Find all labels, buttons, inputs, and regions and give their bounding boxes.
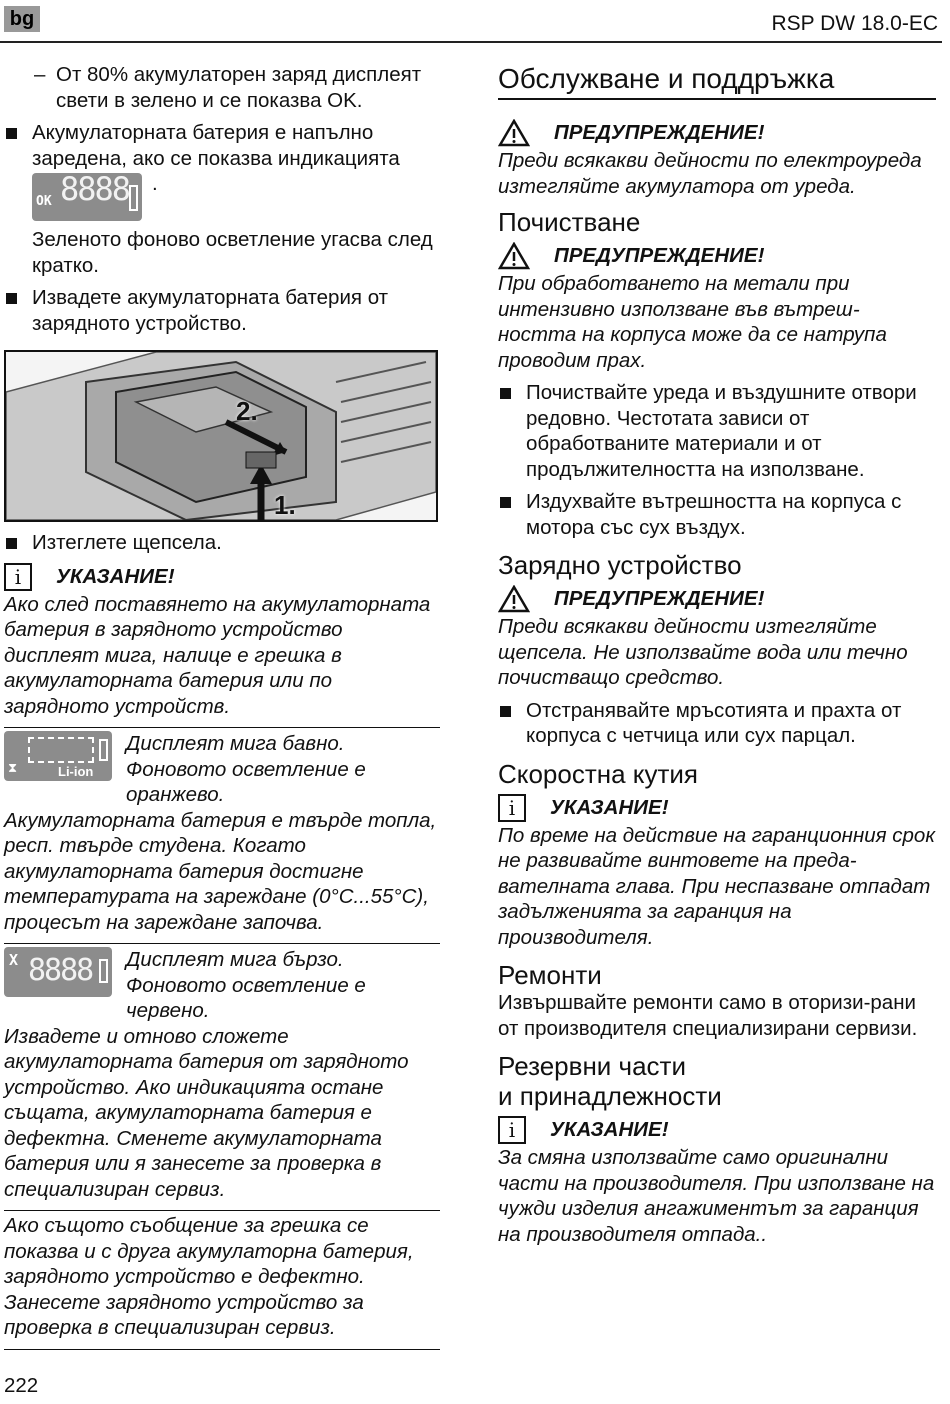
warning-label: ПРЕДУПРЕЖДЕНИЕ! bbox=[554, 587, 765, 610]
info-icon: i bbox=[498, 1116, 526, 1144]
warning-text: При обработването на метали при интензивно използване във вътреш-ността на корпуса може да се натрупа проводим прах. bbox=[498, 272, 887, 372]
warning-text: Преди всякакви дейности изтегляйте щепсела. Не използвайте вода или течно почистващо средство. bbox=[498, 615, 908, 689]
note-text: Ако след поставянето на акумулаторната батерия в зарядното устройство дисплеят мига, налице е грешка в акумулаторната батерия или по зарядното устройств. bbox=[4, 592, 431, 718]
bullet-text: Почиствайте уреда и въздушните отвори редовно. Честотата зависи от обработваните материали и от продължителността на използване. bbox=[526, 381, 917, 481]
bullet-square-icon bbox=[500, 388, 511, 399]
parts-heading-line1: Резервни части bbox=[498, 1051, 686, 1081]
warning-text: Преди всякакви дейности по електроуреда изтегляйте акумулатора от уреда. bbox=[498, 149, 922, 198]
warning-label: ПРЕДУПРЕЖДЕНИЕ! bbox=[554, 244, 765, 267]
display-fast-text: Дисплеят мига бързо. Фоновото осветление е червено. bbox=[126, 948, 366, 1022]
warning-triangle-icon bbox=[498, 242, 530, 270]
note-text: По време на действие на гаранционния срок не развивайте винтовете на преда-вателната глава. При неспазване отпадат задълженията за гаранция на производителя. bbox=[498, 823, 936, 949]
left-column bbox=[4, 62, 440, 1352]
note-label: УКАЗАНИЕ! bbox=[550, 795, 669, 819]
bullet-item bbox=[4, 285, 440, 336]
info-icon: i bbox=[4, 563, 32, 591]
display-slow-text: Дисплеят мига бавно. Фоновото осветление е оранжево. bbox=[126, 732, 366, 806]
bullet-item bbox=[498, 489, 936, 540]
note-header bbox=[498, 793, 936, 823]
lcd-liion-display bbox=[4, 731, 112, 781]
display-row-slow bbox=[4, 731, 440, 808]
section-title: Обслужване и поддръжка bbox=[498, 63, 835, 94]
bullet-text: Отстранявайте мръсотията и прахта от корпуса с четчица или сух парцал. bbox=[526, 698, 902, 747]
dash-text: От 80% акумулаторен заряд дисплеят свети в зелено и се показва OK. bbox=[56, 63, 422, 112]
bullet-text: Издухвайте вътрешността на корпуса с мотора със сух въздух. bbox=[526, 490, 902, 539]
display-fast-explanation: Извадете и отново сложете акумулаторната батерия от зарядното устройство. Ако индикацията остане същата, акумулаторната батерия е дефектна. Сменете акумулаторната батерия или я занесете за проверка в специализиран сервиз. bbox=[4, 1024, 409, 1201]
warning-triangle-icon bbox=[498, 119, 530, 147]
charger-illustration bbox=[4, 350, 438, 522]
charger-removal-drawing bbox=[6, 352, 436, 520]
repairs-text: Извършвайте ремонти само в оторизи-рани от производителя специализирани сервизи. bbox=[498, 991, 918, 1040]
charger-defect-note: Ако същото съобщение за грешка се показва и с друга акумулаторна батерия, зарядното устройство е дефектно. Занесете зарядното устройство за проверка в специализиран сервиз. bbox=[4, 1214, 414, 1339]
thermometer-icon: ⧗ bbox=[8, 761, 18, 776]
lcd-digits: 8888 bbox=[60, 170, 130, 208]
battery-level-icon bbox=[99, 739, 108, 761]
figure-label-2: 2. bbox=[236, 396, 258, 426]
liion-badge: Li-ion bbox=[58, 764, 94, 779]
figure-label-1: 1. bbox=[274, 490, 296, 520]
lcd-ok-prefix: OK bbox=[36, 194, 52, 209]
right-column bbox=[498, 62, 936, 1247]
page-number: 222 bbox=[4, 1374, 39, 1397]
battery-level-icon bbox=[99, 959, 108, 983]
separator bbox=[4, 1349, 440, 1350]
bullet-dot: . bbox=[152, 172, 158, 195]
lcd-segments bbox=[28, 737, 94, 763]
repairs-heading: Ремонти bbox=[498, 960, 602, 990]
info-icon: i bbox=[498, 794, 526, 822]
battery-level-icon bbox=[129, 185, 138, 211]
header-rule bbox=[0, 41, 942, 43]
warning-label: ПРЕДУПРЕЖДЕНИЕ! bbox=[554, 121, 765, 144]
parts-heading-line2: и принадлежности bbox=[498, 1081, 722, 1111]
separator bbox=[4, 1210, 440, 1211]
bullet-text: Изтеглете щепсела. bbox=[32, 531, 222, 554]
warning-header bbox=[498, 584, 936, 614]
bullet-continuation: Зеленото фоново осветление угасва след кратко. bbox=[32, 228, 433, 277]
note-header bbox=[4, 562, 440, 592]
lcd-ok-display bbox=[32, 170, 142, 221]
bullet-item bbox=[498, 380, 936, 482]
warning-header bbox=[498, 118, 936, 148]
bullet-square-icon bbox=[6, 293, 17, 304]
lcd-digits: 8888 bbox=[28, 953, 93, 988]
lcd-x-prefix: X bbox=[9, 951, 19, 969]
separator bbox=[4, 943, 440, 944]
display-row-fast bbox=[4, 947, 440, 1024]
dash-item: – От 80% акумулаторен заряд дисплеят свети в зелено и се показва OK. bbox=[34, 63, 422, 112]
model-name: RSP DW 18.0-EC bbox=[771, 12, 938, 35]
warning-triangle-icon bbox=[498, 585, 530, 613]
separator bbox=[4, 727, 440, 728]
bullet-text: Акумулаторната батерия е напълно заредена, ако се показва индикацията bbox=[32, 121, 400, 170]
lcd-x-display bbox=[4, 947, 112, 997]
note-header bbox=[498, 1115, 936, 1145]
bullet-square-icon bbox=[6, 538, 17, 549]
note-label: УКАЗАНИЕ! bbox=[550, 1118, 669, 1141]
bullet-item bbox=[4, 120, 440, 171]
bullet-text: Извадете акумулаторната батерия от зарядното устройство. bbox=[32, 286, 389, 335]
bullet-square-icon bbox=[6, 128, 17, 139]
note-text: За смяна използвайте само оригинални части на производителя. При използване на чужди изделия ангажиментът за гаранция на производителя отпада.. bbox=[498, 1146, 935, 1246]
charger-heading: Зарядно устройство bbox=[498, 550, 742, 580]
bullet-item bbox=[4, 530, 440, 556]
note-label: УКАЗАНИЕ! bbox=[56, 564, 175, 588]
warning-header bbox=[498, 241, 936, 271]
bullet-item bbox=[498, 698, 936, 749]
bullet-square-icon bbox=[500, 706, 511, 717]
gearbox-heading: Скоростна кутия bbox=[498, 758, 698, 789]
language-tag: bg bbox=[4, 6, 40, 32]
cleaning-heading: Почистване bbox=[498, 207, 641, 237]
bullet-square-icon bbox=[500, 497, 511, 508]
display-slow-explanation: Акумулаторната батерия е твърде топла, респ. твърде студена. Когато акумулаторната батерия достигне температурата на зареждане (0°C...55°C), процесът на зареждане започва. bbox=[4, 808, 437, 934]
title-rule bbox=[498, 98, 936, 100]
